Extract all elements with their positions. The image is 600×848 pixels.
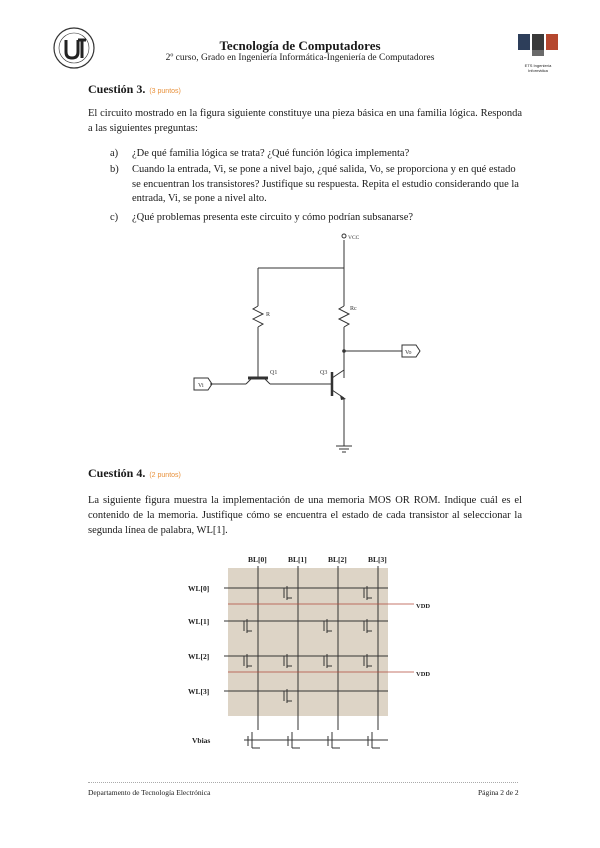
vdd-label: VDD <box>416 603 431 610</box>
q3-item-b <box>110 163 522 208</box>
q3-item-tag: a) <box>110 148 119 159</box>
rc-label: Rc <box>350 306 357 312</box>
q3-item-text: ¿De qué familia lógica se trata? ¿Qué función lógica implementa? <box>132 148 410 159</box>
vbias-label: Vbias <box>192 736 211 745</box>
q3-item-text: ¿Qué problemas presenta este circuito y cómo podrían subsanarse? <box>132 212 414 223</box>
q3-title: Cuestión 3. <box>88 82 146 96</box>
q3-points: (3 puntos) <box>149 88 181 95</box>
bitline-label: BL[0] <box>248 555 267 564</box>
vdd-label: VDD <box>416 671 431 678</box>
vo-label: Vo <box>405 350 412 356</box>
q4-points: (2 puntos) <box>149 472 181 479</box>
footer-page-number: Página 2 de 2 <box>478 788 519 797</box>
bitline-label: BL[3] <box>368 555 387 564</box>
wordline-label: WL[0] <box>188 584 210 593</box>
school-logo <box>516 32 560 73</box>
school-logo-mark <box>516 32 560 58</box>
wordline-label: WL[1] <box>188 617 210 626</box>
q3-label: Q3 <box>320 370 328 376</box>
q3-item-a <box>110 147 522 162</box>
r-label: R <box>266 312 271 318</box>
q3-item-tag: c) <box>110 212 119 223</box>
q3-item-text: Cuando la entrada, Vi, se pone a nivel bajo, ¿qué salida, Vo, se proporciona y en qué estado se encuentran los transistores? Justifique su respuesta. Repita el estudio considerando que la entrada, Vi, se pone a nivel alto. <box>132 164 519 204</box>
footer-department: Departamento de Tecnología Electrónica <box>88 788 211 797</box>
q1-label: Q1 <box>270 370 278 376</box>
bitline-label: BL[1] <box>288 555 307 564</box>
footer-divider <box>88 782 518 783</box>
q3-intro: El circuito mostrado en la figura siguiente constituye una pieza básica en una familia lógica. Responda a las siguientes preguntas: <box>88 108 522 134</box>
q3-heading <box>88 82 181 97</box>
wordline-label: WL[3] <box>188 687 210 696</box>
header-subtitle: 2º curso, Grado en Ingeniería Informática-Ingeniería de Computadores <box>165 53 435 63</box>
rtl-circuit-diagram <box>190 228 430 460</box>
q4-title: Cuestión 4. <box>88 466 146 480</box>
bitline-label: BL[2] <box>328 555 347 564</box>
wordline-label: WL[2] <box>188 652 210 661</box>
q4-heading <box>88 466 181 481</box>
q4-intro: La siguiente figura muestra la implementación de una memoria MOS OR ROM. Indique cuál es el contenido de la memoria. Justifique cómo se encuentra el estado de cada transistor al seleccionar la segunda línea de palabra, WL[1]. <box>88 495 522 536</box>
header-title: Tecnología de Computadores <box>219 38 381 53</box>
or-rom-diagram <box>188 552 448 752</box>
q3-item-c <box>110 211 522 226</box>
vi-label: Vi <box>198 383 204 389</box>
q3-item-tag: b) <box>110 164 119 175</box>
vcc-label: VCC <box>348 235 360 241</box>
school-logo-text: ETS Ingeniería Informática <box>524 63 552 73</box>
